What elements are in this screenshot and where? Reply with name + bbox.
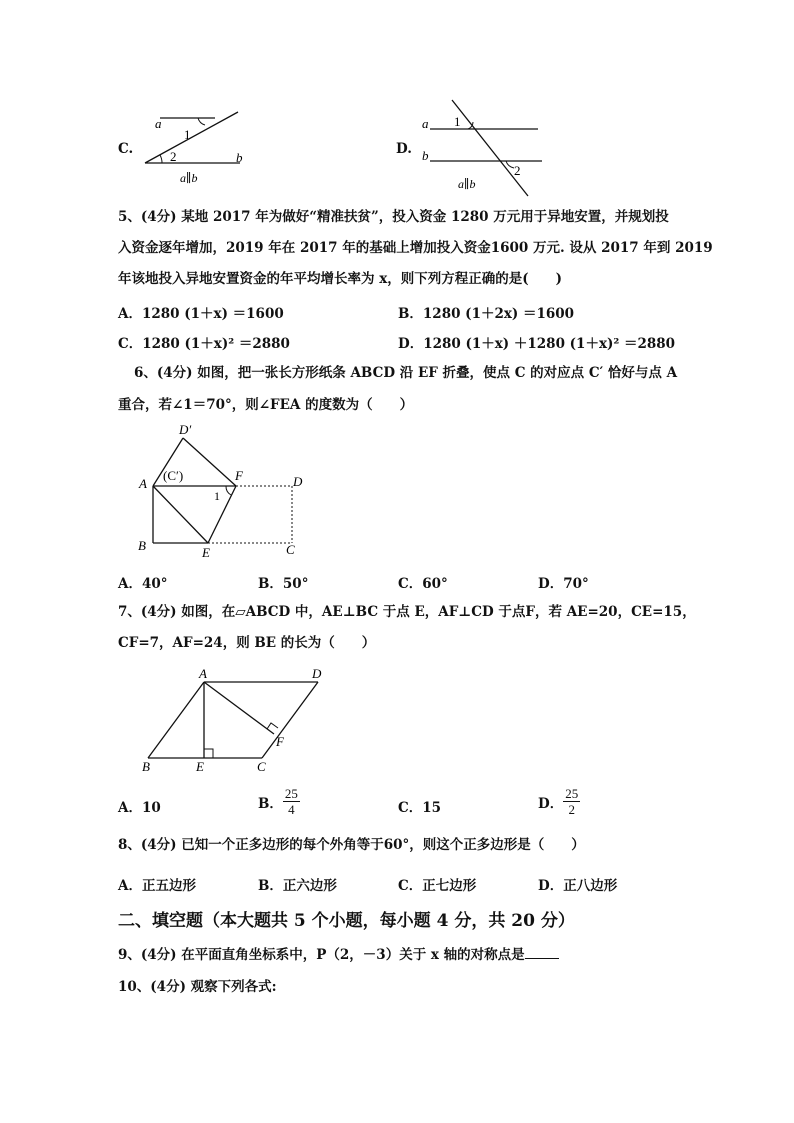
q5-text-line-3: 年该地投入异地安置资金的年平均增长率为 x，则下列方程正确的是( ) [118,271,563,287]
q7-label-a: A [199,666,207,681]
q7-option-d[interactable] [538,786,580,817]
q7-label-f: F [276,734,284,749]
q6-label-1: 1 [214,489,220,503]
q6-angle-1-arc [226,486,231,495]
q7-option-d-denominator: 2 [568,802,575,817]
q7-option-d-fraction [563,786,580,817]
q6-option-d[interactable]: D．70° [538,576,589,592]
q4-figure-c [140,108,260,188]
q6-label-e: E [202,545,210,560]
fig-c-label-a: a [155,116,162,131]
q5-text-line-2: 入资金逐年增加，2019 年在 2017 年的基础上增加投入资金1600 万元. 设从 2017 年到 2019 [118,240,713,256]
q4-option-c-label[interactable]: C. [118,141,134,157]
q7-option-d-label: D． [538,795,564,812]
q7-option-d-numerator: 25 [565,786,579,801]
fig-c-label-1: 1 [184,127,191,142]
q6-label-f: F [235,468,243,483]
q7-figure-parallelogram [136,664,331,776]
fig-d-label-b: b [422,148,429,163]
fig-c-caption: a∥b [180,171,198,185]
q6-label-cprime: (C′) [163,468,184,483]
q5-option-d[interactable]: D．1280 (1＋x) ＋1280 (1＋x)² ＝2880 [398,336,676,352]
q4-figure-d [418,98,548,198]
q8-text-line-1: 8、(4分) 已知一个正多边形的每个外角等于60°，则这个正多边形是（ ） [118,837,585,853]
q7-option-b[interactable] [258,786,300,817]
q5-option-b[interactable]: B．1280 (1＋2x) ＝1600 [398,306,575,322]
fig-c-label-b: b [236,150,243,165]
q6-label-d: D [293,474,303,489]
q9-text [118,946,559,964]
fig-d-label-a: a [422,116,429,131]
q6-segment-dprime-f [183,438,236,486]
q9-text-line-1: 9、(4分) 在平面直角坐标系中，P（2，－3）关于 x 轴的对称点是 [118,947,525,963]
q10-text-line-1: 10、(4分) 观察下列各式: [118,979,277,995]
q5-text-line-1: 5、(4分) 某地 2017 年为做好“精准扶贫”，投入资金 1280 万元用于异地安置，并规划投 [118,209,669,225]
q8-option-a[interactable]: A．正五边形 [118,878,196,894]
q7-option-c[interactable]: C．15 [398,800,442,816]
q7-option-a[interactable]: A．10 [118,800,161,816]
q7-label-b: B [142,759,150,774]
q8-option-d[interactable]: D．正八边形 [538,878,618,894]
fig-d-label-2: 2 [514,163,521,178]
fig-d-angle-2-arc [506,161,514,168]
q6-label-c: C [286,542,295,557]
fig-c-label-2: 2 [170,149,177,164]
q7-option-b-fraction [283,786,300,817]
q7-label-c: C [257,759,266,774]
q6-option-b[interactable]: B．50° [258,576,309,592]
q7-option-b-label: B． [258,795,283,812]
section-2-heading: 二、填空题（本大题共 5 个小题，每小题 4 分，共 20 分） [118,911,575,931]
q6-option-a[interactable]: A．40° [118,576,168,592]
q7-label-e: E [196,759,204,774]
q8-option-c[interactable]: C．正七边形 [398,878,477,894]
q7-option-b-numerator: 25 [284,786,298,801]
q5-option-a[interactable]: A．1280 (1＋x) ＝1600 [118,306,284,322]
q6-text-line-1: 6、(4分) 如图，把一张长方形纸条 ABCD 沿 EF 折叠，使点 C 的对应点 C′ 恰好与点 A [134,365,678,381]
q6-figure-folded-rectangle [136,420,311,560]
q6-label-dprime: D′ [179,422,192,437]
q4-option-d-label[interactable]: D. [396,141,412,157]
q8-option-b[interactable]: B．正六边形 [258,878,337,894]
q5-option-c[interactable]: C．1280 (1＋x)² ＝2880 [118,336,290,352]
fig-c-angle-2-arc [160,155,162,163]
q6-label-a: A [139,476,147,491]
q6-segment-a-e [153,486,208,543]
q7-text-line-2: CF=7，AF=24，则 BE 的长为（ ） [118,635,376,651]
q6-label-b: B [138,538,146,553]
q7-figure-bg [136,664,331,776]
q6-option-c[interactable]: C．60° [398,576,448,592]
fig-c-angle-1-arc [198,118,205,125]
q7-label-d: D [312,666,322,681]
q6-text-line-2: 重合，若∠1＝70°，则∠FEA 的度数为（ ） [118,397,414,413]
q6-segment-e-f [208,486,236,543]
q7-text-line-1: 7、(4分) 如图，在▱ABCD 中，AE⊥BC 于点 E，AF⊥CD 于点F，若 AE=20，CE=15， [118,604,696,620]
q9-answer-blank[interactable] [525,946,559,959]
fig-d-label-1: 1 [454,114,461,129]
q7-option-b-denominator: 4 [288,802,295,817]
fig-d-caption: a∥b [458,177,476,191]
